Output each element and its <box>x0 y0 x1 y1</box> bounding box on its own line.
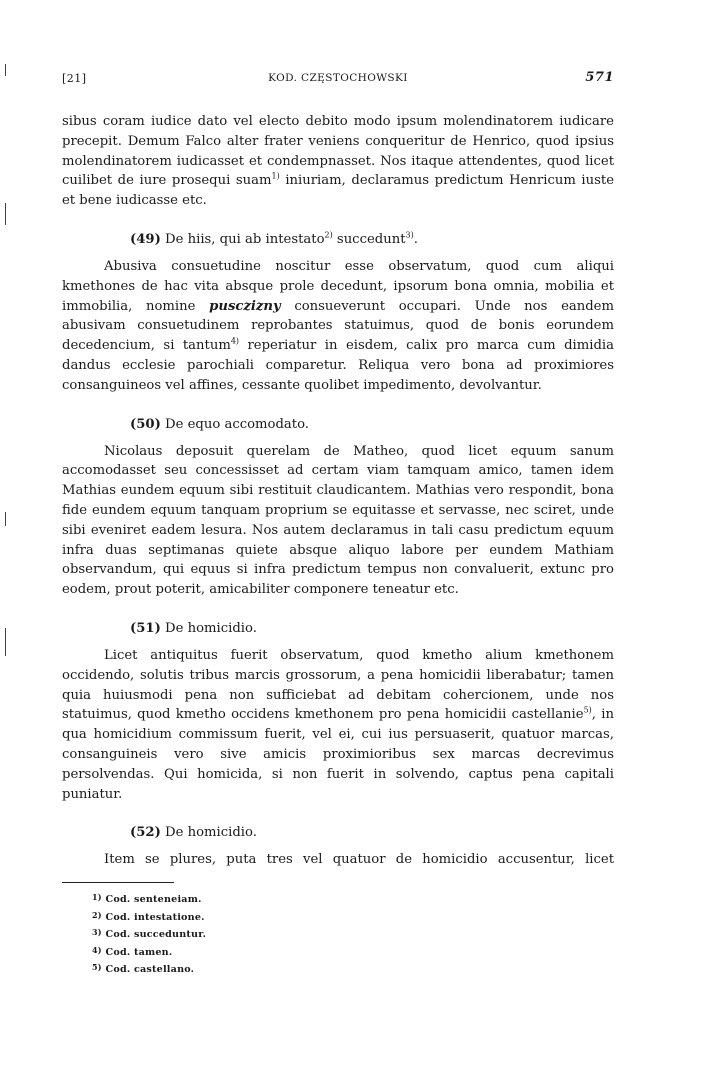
footnote-mark: 1) <box>92 892 102 903</box>
section-text-50: Nicolaus deposuit querelam de Matheo, quod licet equum sanum accomodasset seu concessisset ad certam viam tamquam amico, tamen idem Mathias eundem equum sibi restituit claudicantem. Mathias vero respondit, bona fide eundem equum tanquam proprium se equitasse et servasse, nec sciret, unde sibi eveniret eadem lesura. Nos autem declaramus in tali casu predictum equum infra duas septimanas quiete absque aliquo labore per eundem Mathiam observandum, qui equus si infra predictum tempus non convaluerit, extunc pro eodem, prout poterit, amicabiliter componere teneatur etc. <box>62 443 614 598</box>
footnote-text: Cod. intestatione. <box>105 911 205 923</box>
section-title-49a: De hiis, qui ab intestato <box>160 231 325 247</box>
footnote-divider <box>62 882 174 883</box>
section-49-text-2: consueverunt occupari. Unde nos eandem abusivam consuetudinem reprobantes statuimus, quod de bonis eorundem decedencium, si tantum <box>62 298 614 354</box>
footnotes <box>62 890 614 978</box>
scan-margin-mark <box>5 203 6 225</box>
section-heading-51 <box>62 619 614 639</box>
footnote-ref[interactable]: 2) <box>324 230 333 240</box>
section-heading-50 <box>62 415 614 435</box>
section-heading-49 <box>62 230 614 250</box>
footnote-ref[interactable]: 3) <box>405 230 414 240</box>
term-pusczizny: pusczizny <box>209 298 281 314</box>
section-51-text-2: , in qua homicidium commissum fuerit, vel ei, cui ius persuaserit, quatuor marcas, consanguineis vero sive amicis proximioribus sex marcas decrevimus persolvendas. Qui homicida, si non fuerit in solvendo, captus pena capitali puniatur. <box>62 707 614 802</box>
page-number: 571 <box>585 70 614 85</box>
footnote-item <box>92 890 614 908</box>
section-title-52: De homicidio. <box>160 825 257 841</box>
section-number-51: (51) <box>130 620 161 636</box>
scan-margin-mark <box>5 64 6 76</box>
section-49-text-3: reperiatur in eisdem, calix pro marca cum dimidia dandus ecclesie parochiali comparetur. Reliqua vero bona ad proximiores consanguineos vel affines, cessante quolibet impedimento, devolvantur. <box>62 338 614 393</box>
footnote-text: Cod. succeduntur. <box>105 929 207 941</box>
footnote-item <box>92 925 614 943</box>
section-text-49 <box>62 257 614 396</box>
footnote-item <box>92 943 614 961</box>
intro-text-end: iniuriam, declaramus predictum Henricum iuste et bene iudicasse etc. <box>62 173 614 209</box>
section-heading-52 <box>62 823 614 843</box>
document-page <box>62 70 614 978</box>
section-51-text-1: Licet antiquitus fuerit observatum, quod kmetho alium kmethonem occidendo, solutis tribus marcis grossorum, a pena homicidii liberabatur; tamen quia huiusmodi pena non sufficiebat ad debitam cohercionem, unde nos statuimus, quod kmetho occidens kmethonem pro pena homicidii castellanie <box>62 647 614 723</box>
footnote-ref[interactable]: 5) <box>583 705 592 715</box>
section-number-52: (52) <box>130 825 161 841</box>
footnote-text: Cod. castellano. <box>105 964 195 976</box>
section-49-text-1: Abusiva consuetudine noscitur esse observatum, quod cum aliqui kmethones de hac vita absque prole decedunt, ipsorum bona omnia, mobilia et immobilia, nomine <box>62 258 614 314</box>
footnote-ref[interactable]: 4) <box>230 336 240 346</box>
footnote-mark: 3) <box>92 927 102 938</box>
section-title-51: De homicidio. <box>160 620 257 636</box>
footnote-text: Cod. senteneiam. <box>105 894 202 906</box>
intro-text: sibus coram iudice dato vel electo debito modo ipsum molendinatorem iudicare precepit. Demum Falco alter frater veniens conqueritur de Henrico, quod ipsius molendinatorem iudicasset et condempnasset. Nos itaque attendentes, quod licet cuilibet de iure prosequi suam <box>62 114 614 189</box>
section-title-49c: . <box>413 231 418 247</box>
section-text-52: Item se plures, puta tres vel quatuor de homicidio accusentur, licet <box>104 852 614 868</box>
body-text <box>62 112 614 978</box>
section-text-51 <box>62 646 614 804</box>
footnote-item <box>92 960 614 978</box>
section-number-49: (49) <box>130 231 161 247</box>
footnote-text: Cod. tamen. <box>105 946 173 958</box>
scan-margin-mark <box>5 628 6 656</box>
section-title-50: De equo accomodato. <box>160 416 309 432</box>
footnote-mark: 4) <box>92 944 102 955</box>
intro-paragraph <box>62 112 614 211</box>
section-number-50: (50) <box>130 416 161 432</box>
footnote-mark: 5) <box>92 962 102 973</box>
running-title: KOD. CZĘSTOCHOWSKI <box>268 72 408 84</box>
running-head <box>62 70 614 92</box>
footnote-mark: 2) <box>92 909 102 920</box>
scan-margin-mark <box>5 512 6 526</box>
section-number: [21] <box>62 72 87 85</box>
footnote-item <box>92 908 614 926</box>
section-title-49b: succedunt <box>332 231 406 247</box>
footnote-ref[interactable]: 1) <box>271 172 280 181</box>
